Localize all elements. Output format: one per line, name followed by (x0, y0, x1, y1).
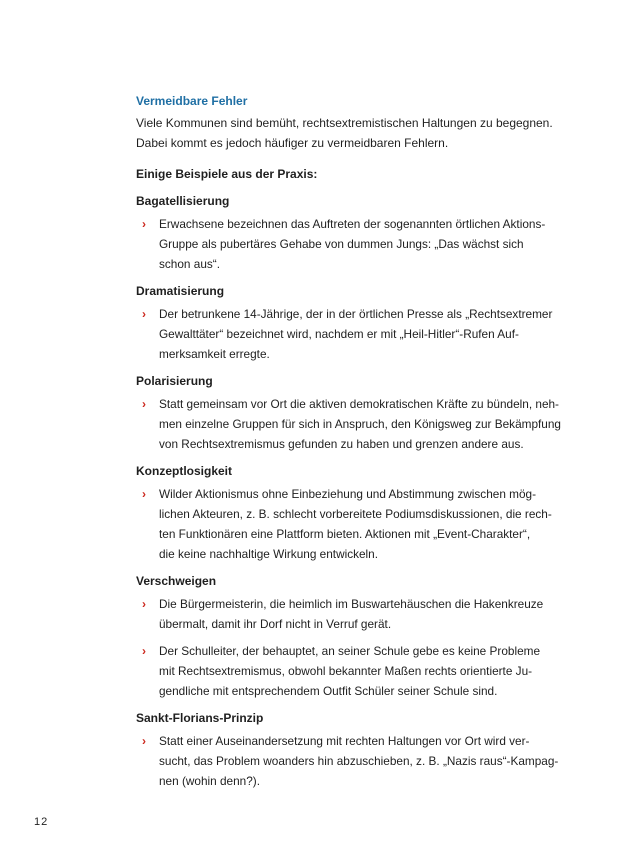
item-text-line: von Rechtsextremismus gefunden zu haben und grenzen andere aus. (159, 437, 524, 451)
list-item (136, 731, 572, 791)
chevron-right-icon: › (142, 397, 146, 411)
item-text-line: Der Schulleiter, der behauptet, an seiner Schule gebe es keine Probleme (159, 644, 541, 658)
item-text-line: merksamkeit erregte. (159, 347, 270, 361)
item-text-line: Statt einer Auseinandersetzung mit rechten Haltungen vor Ort wird ver- (159, 734, 530, 748)
list-item (136, 484, 572, 564)
list-item (136, 594, 572, 634)
list-item (136, 214, 572, 274)
section-bagatellisierung (136, 191, 572, 274)
intro-line: Dabei kommt es jedoch häufiger zu vermeidbaren Fehlern. (136, 136, 449, 150)
chevron-right-icon: › (142, 644, 146, 658)
page-content (136, 90, 572, 798)
item-text-line: Gewalttäter“ bezeichnet wird, nachdem er mit „Heil-Hitler“-Rufen Auf- (159, 327, 519, 341)
item-text-line: mit Rechtsextremismus, obwohl bekannter Maßen rechts orientierte Ju- (159, 664, 533, 678)
section-konzeptlosigkeit (136, 461, 572, 564)
section-title: Verschweigen (136, 574, 217, 588)
item-text-line: men einzelne Gruppen für sich in Anspruch, den Königsweg zur Bekämpfung (159, 417, 561, 431)
item-text-line: übermalt, damit ihr Dorf nicht in Verruf gerät. (159, 617, 392, 631)
item-text-line: sucht, das Problem woanders hin abzuschieben, z. B. „Nazis raus“-Kampag- (159, 754, 559, 768)
section-heading: Vermeidbare Fehler (136, 94, 248, 108)
section-title: Sankt-Florians-Prinzip (136, 711, 264, 725)
section-title: Dramatisierung (136, 284, 225, 298)
chevron-right-icon: › (142, 734, 146, 748)
item-text-line: Wilder Aktionismus ohne Einbeziehung und Abstimmung zwischen mög- (159, 487, 537, 501)
chevron-right-icon: › (142, 487, 146, 501)
intro-paragraph (136, 113, 572, 153)
item-text-line: Die Bürgermeisterin, die heimlich im Buswartehäuschen die Hakenkreuze (159, 597, 544, 611)
item-text-line: Der betrunkene 14-Jährige, der in der örtlichen Presse als „Rechtsextremer (159, 307, 553, 321)
chevron-right-icon: › (142, 597, 146, 611)
chevron-right-icon: › (142, 307, 146, 321)
item-text-line: Gruppe als pubertäres Gehabe von dummen Jungs: „Das wächst sich (159, 237, 524, 251)
item-text-line: nen (wohin denn?). (159, 774, 260, 788)
section-title: Konzeptlosigkeit (136, 464, 233, 478)
list-item (136, 304, 572, 364)
item-text-line: ten Funktionären eine Plattform bieten. Aktionen mit „Event-Charakter“, (159, 527, 531, 541)
section-dramatisierung (136, 281, 572, 364)
section-title: Bagatellisierung (136, 194, 230, 208)
item-text-line: gendliche mit entsprechendem Outfit Schüler seiner Schule sind. (159, 684, 498, 698)
item-text-line: schon aus“. (159, 257, 220, 271)
section-polarisierung (136, 371, 572, 454)
section-sankt-florians-prinzip (136, 708, 572, 791)
intro-line: Viele Kommunen sind bemüht, rechtsextremistischen Haltungen zu begegnen. (136, 116, 553, 130)
item-text-line: die keine nachhaltige Wirkung entwickeln. (159, 547, 379, 561)
item-text-line: lichen Akteuren, z. B. schlecht vorbereitete Podiumsdiskussionen, die rech- (159, 507, 552, 521)
item-text-line: Erwachsene bezeichnen das Auftreten der sogenannten örtlichen Aktions- (159, 217, 546, 231)
section-verschweigen (136, 571, 572, 701)
list-item (136, 394, 572, 454)
section-title: Polarisierung (136, 374, 213, 388)
examples-heading: Einige Beispiele aus der Praxis: (136, 167, 318, 181)
list-item (136, 641, 572, 701)
page-number: 12 (34, 816, 49, 828)
item-text-line: Statt gemeinsam vor Ort die aktiven demokratischen Kräfte zu bündeln, neh- (159, 397, 559, 411)
sections-list (136, 191, 572, 791)
chevron-right-icon: › (142, 217, 146, 231)
